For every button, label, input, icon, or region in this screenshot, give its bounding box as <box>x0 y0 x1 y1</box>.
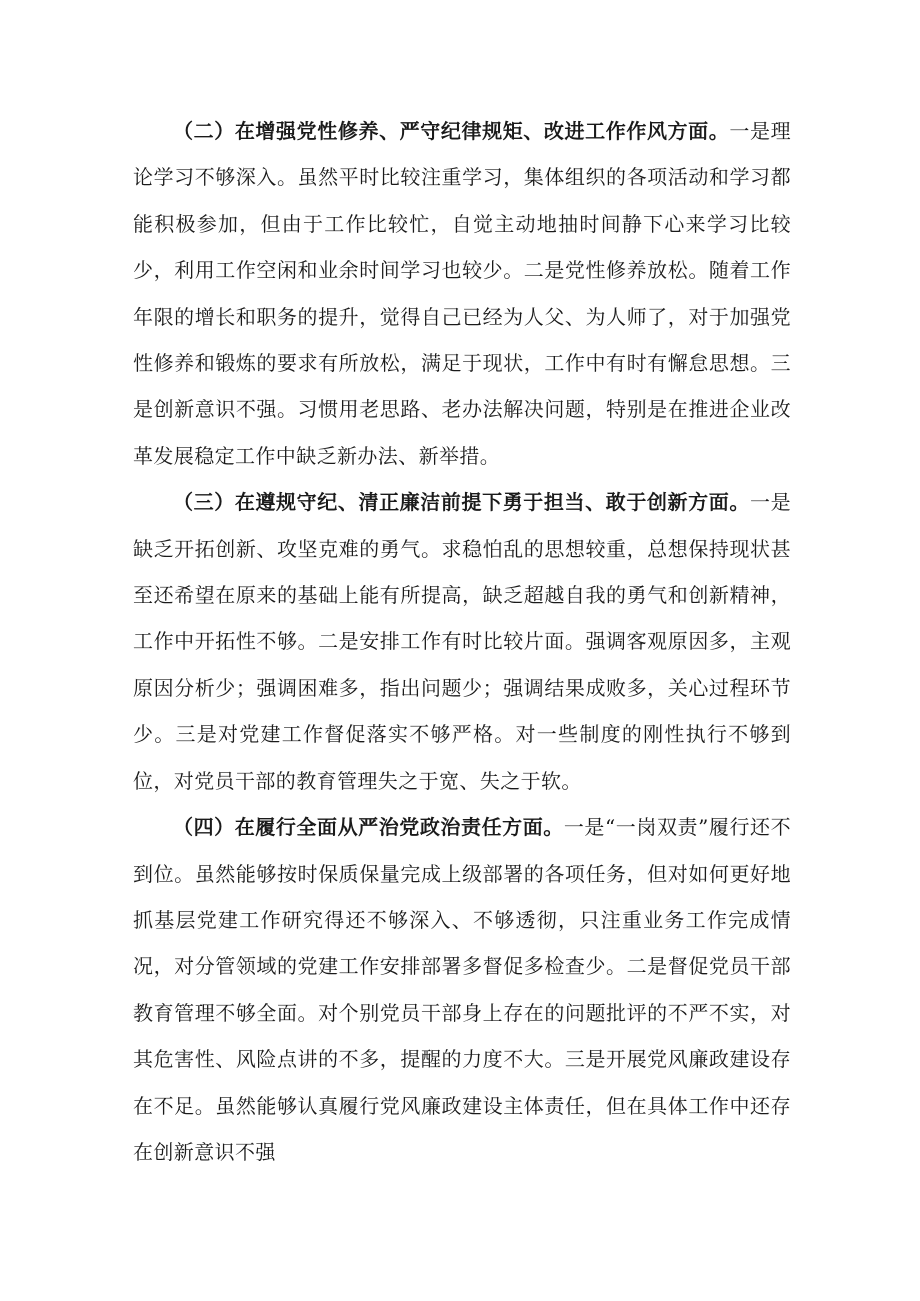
paragraph-section-3 <box>133 479 791 804</box>
section-text: 一是缺乏开拓创新、攻坚克难的勇气。求稳怕乱的思想较重，总想保持现状甚至还希望在原来的基础上能有所提高，缺乏超越自我的勇气和创新精神，工作中开拓性不够。二是安排工作有时比较片面。强调客观原因多，主观原因分析少；强调困难多，指出问题少；强调结果成败多，关心过程环节少。三是对党建工作督促落实不够严格。对一些制度的刚性执行不够到位，对党员干部的教育管理失之于宽、失之于软。 <box>133 490 791 793</box>
document-body <box>133 108 791 1175</box>
paragraph-section-2 <box>133 108 791 479</box>
section-heading: （二）在增强党性修养、严守纪律规矩、改进工作作风方面。 <box>173 119 730 143</box>
section-heading: （三）在遵规守纪、清正廉洁前提下勇于担当、敢于创新方面。 <box>173 490 750 515</box>
paragraph-section-4 <box>133 804 791 1175</box>
section-heading: （四）在履行全面从严治党政治责任方面。 <box>173 815 564 840</box>
section-text: 一是理论学习不够深入。虽然平时比较注重学习，集体组织的各项活动和学习都能积极参加，但由于工作比较忙，自觉主动地抽时间静下心来学习比较少，利用工作空闲和业余时间学习也较少。二是党性修养放松。随着工作年限的增长和职务的提升，觉得自己已经为人父、为人师了，对于加强党性修养和锻炼的要求有所放松，满足于现状，工作中有时有懈怠思想。三是创新意识不强。习惯用老思路、老办法解决问题，特别是在推进企业改革发展稳定工作中缺乏新办法、新举措。 <box>133 119 791 468</box>
section-text: 一是“一岗双责”履行还不到位。虽然能够按时保质保量完成上级部署的各项任务，但对如何更好地抓基层党建工作研究得还不够深入、不够透彻，只注重业务工作完成情况，对分管领域的党建工作安排部署多督促多检查少。二是督促党员干部教育管理不够全面。对个别党员干部身上存在的问题批评的不严不实，对其危害性、风险点讲的不多，提醒的力度不大。三是开展党风廉政建设存在不足。虽然能够认真履行党风廉政建设主体责任，但在具体工作中还存在创新意识不强 <box>133 815 791 1164</box>
